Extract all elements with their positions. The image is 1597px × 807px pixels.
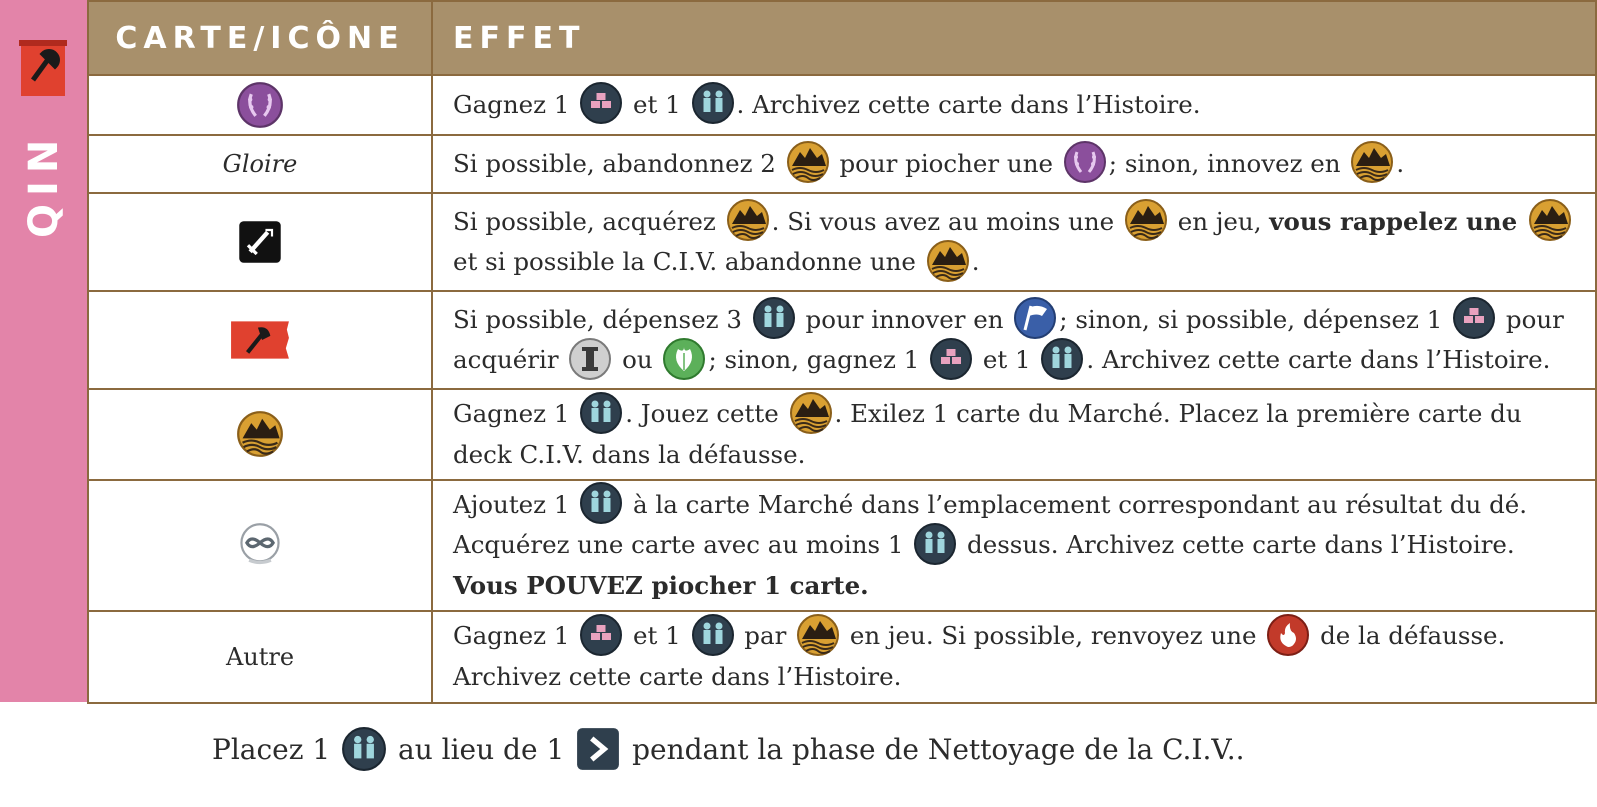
- effect-text: ; sinon, si possible, dépensez 1: [1059, 304, 1451, 334]
- population-icon: [913, 522, 957, 566]
- effect-text: au lieu de 1: [389, 733, 574, 766]
- card-label: Autre: [225, 642, 295, 671]
- leaf-icon: [662, 337, 706, 381]
- effect-text: . Exilez 1 carte du Marché. Placez la première carte du deck C.I.V. dans la défausse.: [453, 399, 1522, 469]
- effect-cell: [432, 75, 1596, 135]
- effect-text: pour piocher une: [831, 148, 1061, 178]
- effect-text: Placez 1: [212, 733, 340, 766]
- resource-icon: [1452, 296, 1496, 340]
- resource-icon: [579, 81, 623, 125]
- resource-icon: [929, 337, 973, 381]
- pillar-icon: [568, 337, 612, 381]
- population-icon: [691, 613, 735, 657]
- effect-text: Si possible, abandonnez 2: [453, 148, 784, 178]
- fire-icon: [1266, 613, 1310, 657]
- resource-icon: [579, 613, 623, 657]
- table-row: [88, 75, 1596, 135]
- effect-text: . Archivez cette carte dans l’Histoire.: [736, 89, 1201, 119]
- region-icon: [1528, 198, 1572, 242]
- population-icon: [341, 726, 387, 772]
- effect-text: et si possible la C.I.V. abandonne une: [453, 247, 924, 276]
- effect-text: Si possible, dépensez 3: [453, 304, 750, 334]
- infinity-icon: [236, 521, 284, 569]
- population-icon: [579, 391, 623, 435]
- effect-text: dessus. Archivez cette carte dans l’Histoire.: [959, 530, 1515, 559]
- purple-laurel-icon: [236, 81, 284, 129]
- effect-text: à la carte Marché dans l’emplacement correspondant au résultat du dé. Acquérez une carte avec au moins 1: [453, 489, 1528, 559]
- card-icon-cell: [88, 135, 432, 193]
- sword-icon: [236, 218, 284, 266]
- table-row: [88, 291, 1596, 389]
- effect-text: Si possible, acquérez: [453, 206, 724, 236]
- effect-text: Gagnez 1: [453, 621, 578, 651]
- population-icon: [579, 481, 623, 525]
- effect-text: Gagnez 1: [453, 89, 578, 119]
- purple-laurel-icon: [1063, 140, 1107, 184]
- region-icon: [1124, 198, 1168, 242]
- red-axe-flag-icon: [229, 316, 291, 364]
- effect-text: Gagnez 1: [453, 399, 578, 428]
- effect-cell: [432, 193, 1596, 291]
- advance-icon: [575, 726, 621, 772]
- region-icon: [786, 140, 830, 184]
- region-icon: [926, 239, 970, 283]
- effect-emphasis: Vous POUVEZ piocher 1 carte.: [453, 570, 869, 600]
- effect-text: et 1: [975, 345, 1039, 374]
- region-icon: [789, 391, 833, 435]
- effects-table: [87, 0, 1597, 704]
- table-row: [88, 135, 1596, 193]
- effect-cell: [432, 291, 1596, 389]
- effect-text: et 1: [625, 89, 689, 119]
- card-icon-cell: [88, 291, 432, 389]
- effect-text: . Archivez cette carte dans l’Histoire.: [1086, 345, 1551, 374]
- table-row: [88, 193, 1596, 291]
- red-axe-flag-icon: [19, 40, 67, 98]
- header-card-icon: CARTE/ICÔNE: [88, 1, 432, 75]
- effect-text: pendant la phase de Nettoyage de la C.I.V..: [623, 733, 1245, 766]
- effect-text: . Si vous avez au moins une: [771, 206, 1122, 236]
- card-icon-cell: [88, 480, 432, 611]
- effect-text: Ajoutez 1: [453, 489, 578, 519]
- effect-text: de la défausse. Archivez cette carte dans l’Histoire.: [453, 621, 1506, 691]
- card-icon-cell: [88, 193, 432, 291]
- footer-note: [212, 724, 1245, 776]
- effect-emphasis: vous rappelez une: [1269, 206, 1526, 236]
- card-icon-cell: [88, 611, 432, 703]
- effect-text: pour innover en: [797, 304, 1012, 334]
- faction-label: QIN: [21, 131, 67, 239]
- effect-cell: [432, 135, 1596, 193]
- effect-text: ; sinon, gagnez 1: [708, 345, 928, 374]
- effect-text: en jeu,: [1169, 206, 1270, 236]
- region-icon: [796, 613, 840, 657]
- effect-text: ; sinon, innovez en: [1108, 148, 1349, 178]
- population-icon: [752, 296, 796, 340]
- effect-cell: [432, 611, 1596, 703]
- effect-text: en jeu. Si possible, renvoyez une: [842, 621, 1265, 651]
- blue-flag-icon: [1013, 296, 1057, 340]
- table-row: [88, 389, 1596, 480]
- sidebar: [0, 0, 87, 702]
- effect-text: .: [971, 247, 980, 276]
- table-row: [88, 480, 1596, 611]
- effect-cell: [432, 480, 1596, 611]
- effect-cell: [432, 389, 1596, 480]
- region-icon: [1350, 140, 1394, 184]
- region-icon: [726, 198, 770, 242]
- population-icon: [1040, 337, 1084, 381]
- table-row: [88, 611, 1596, 703]
- effect-text: et 1: [625, 621, 689, 651]
- region-icon: [236, 410, 284, 458]
- card-icon-cell: [88, 75, 432, 135]
- effect-text: par: [736, 621, 795, 651]
- header-effect: EFFET: [432, 1, 1596, 75]
- card-icon-cell: [88, 389, 432, 480]
- effect-text: ou: [614, 345, 661, 374]
- effect-text: .: [1396, 148, 1405, 178]
- card-label: Gloire: [222, 150, 298, 178]
- effect-text: pour acquérir: [453, 304, 1564, 374]
- effect-text: . Jouez cette: [625, 399, 787, 428]
- population-icon: [691, 81, 735, 125]
- table-header-row: [88, 1, 1596, 75]
